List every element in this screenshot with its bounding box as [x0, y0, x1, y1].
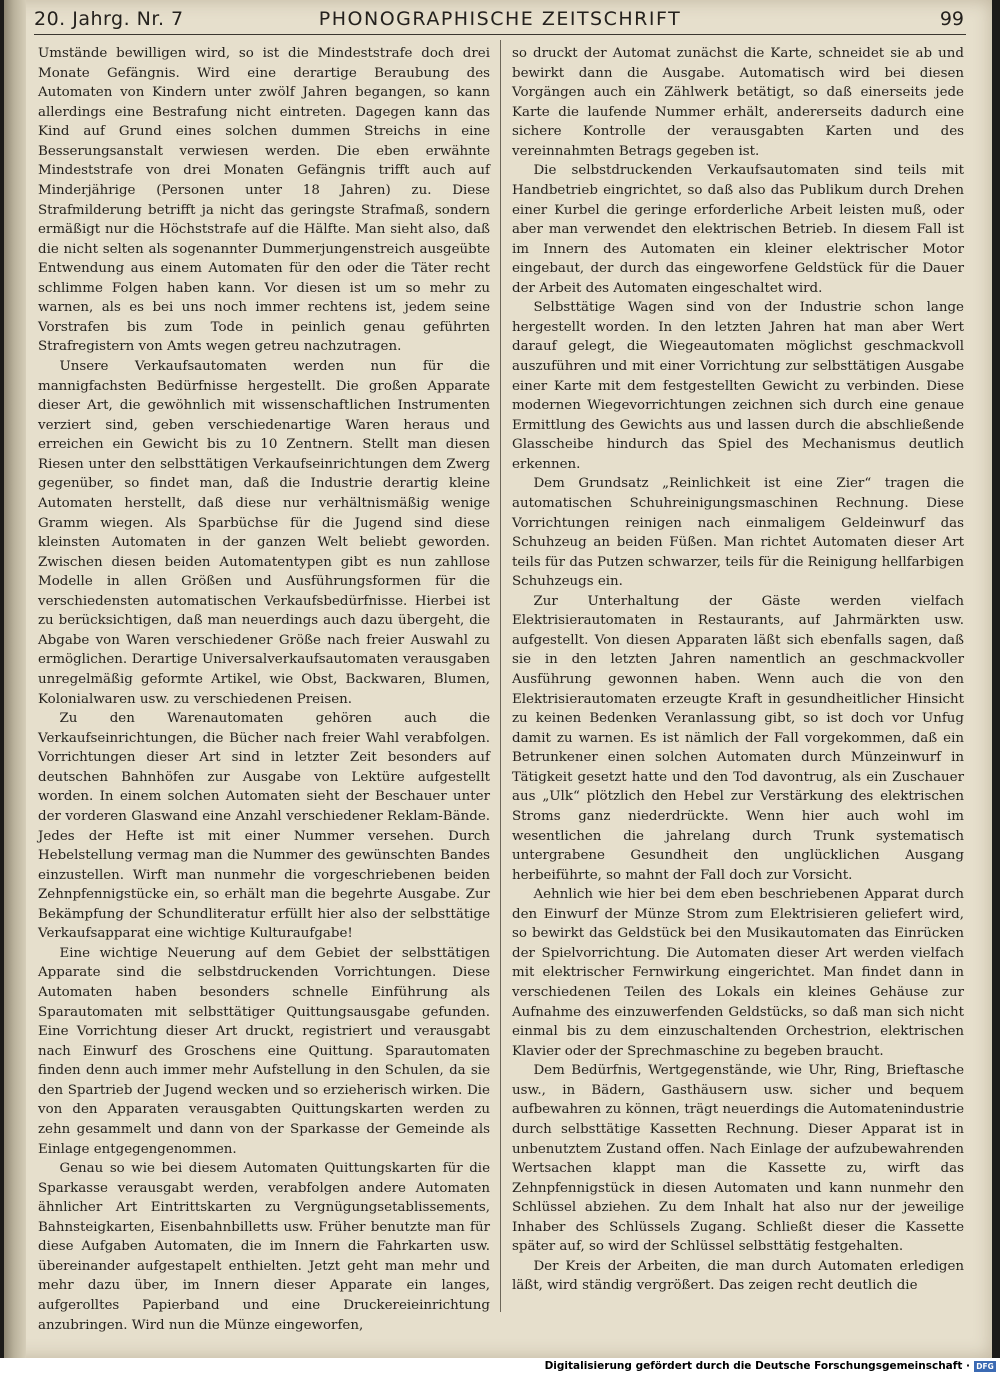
paragraph: Eine wichtige Neuerung auf dem Gebiet der selbsttätigen Apparate sind die selbstdruckenden Vorrichtungen. Diese Automaten haben besonders schnelle Einführung als Sparautomaten mit selbsttätiger Quittungsausgabe gefunden. Eine Vorrichtung dieser Art druckt, registriert und verausgabt nach Einwurf des Groschens eine Quittung. Sparautomaten finden denn auch immer mehr Aufstellung in den Schulen, da sie den Spartrieb der Jugend wecken und so erzieherisch wirken. Die von den Apparaten verausgabten Quittungskarten werden zu zehn gesammelt und dann von der Sparkasse der Gemeinde als Einlage entgegengenommen. — [38, 945, 490, 1157]
paragraph: Der Kreis der Arbeiten, die man durch Automaten erledigen läßt, wird ständig vergrößert. Das zeigen recht deutlich die — [512, 1258, 964, 1294]
journal-title: PHONOGRAPHISCHE ZEITSCHRIFT — [318, 8, 682, 30]
paragraph: Die selbstdruckenden Verkaufsautomaten sind teils mit Handbetrieb eingrichtet, so daß also das Publikum durch Drehen einer Kurbel die geringe erforderliche Arbeit leisten muß, oder aber man verwendet den elektrischen Betrieb. In diesem Fall ist im Innern des Automaten ein kleiner elektrischer Motor eingebaut, der durch das eingeworfene Geldstück für die Dauer der Arbeit des Automaten eingeschaltet wird. — [512, 163, 964, 296]
paragraph: Dem Grundsatz „Reinlichkeit ist eine Zier“ tragen die automatischen Schuhreinigungsmaschinen Rechnung. Diese Vorrichtungen reinigen nach einmaligem Geldeinwurf das Schuhzeug an beiden Füßen. Man richtet Automaten dieser Art teils für das Putzen schwarzer, teils für die Reinigung hellfarbigen Schuhzeugs ein. — [512, 476, 964, 590]
paragraph: Selbsttätige Wagen sind von der Industrie schon lange hergestellt worden. In den letzten Jahren hat man aber Wert darauf gelegt, die Wiegeautomaten möglichst geschmackvoll auszuführen und mit einer Vorrichtung zur selbsttätigen Ausgabe einer Karte mit dem festgestellten Gewicht zu verbinden. Diese modernen Wiegevorrichtungen zeichnen sich durch eine genaue Ermittlung des Gewichts aus und lassen durch die abschließende Glasscheibe hindurch das Spiel des Mechanismus deutlich erkennen. — [512, 300, 964, 472]
paragraph: Zu den Warenautomaten gehören auch die Verkaufseinrichtungen, die Bücher nach freier Wahl verabfolgen. Vorrichtungen dieser Art sind in letzter Zeit besonders auf deutschen Bahnhöfen zur Ausgabe von Lektüre aufgestellt worden. In einem solchen Automaten sieht der Beschauer unter der vorderen Glaswand eine Anzahl verschiedener Reklam-Bände. Jedes der Hefte ist mit einer Nummer versehen. Durch Hebelstellung vermag man die Nummer des gewünschten Bandes einzustellen. Wirft man nunmehr die vorgeschriebenen beiden Zehnpfennigstücke ein, so erhält man die begehrte Ausgabe. Zur Bekämpfung der Schundliteratur erfüllt hier also der selbsttätige Verkaufsapparat eine wichtige Kulturaufgabe! — [38, 711, 490, 942]
paragraph: Umstände bewilligen wird, so ist die Mindeststrafe doch drei Monate Gefängnis. Wird eine derartige Beraubung des Automaten von Kindern unter zwölf Jahren begangen, so kann allerdings eine Bestrafung nicht eintreten. Dagegen kann das Kind auf Grund eines solchen dummen Streichs in eine Besserungsanstalt verwiesen werden. Die eben erwähnte Mindeststrafe von drei Monaten Gefängnis trifft auch auf Minderjährige (Personen unter 18 Jahren) zu. Diese Strafmilderung betrifft ja nicht das geringste Strafmaß, sondern ermäßigt nur die Höchststrafe auf die Hälfte. Man sieht also, daß die nicht selten als sogenannter Dummerjungenstreich ausgeübte Entwendung aus einem Automaten für den oder die Täter recht schlimme Folgen haben kann. Vor diesen ist um so mehr zu warnen, als es bei uns noch immer rechtens ist, jedem seine Vorstrafen bis zum Tode in peinlich genau geführten Strafregistern von Amts wegen getreu nachzutragen. — [38, 46, 490, 355]
left-column — [38, 44, 490, 1335]
volume-number: 20. Jahrg. Nr. 7 — [34, 8, 184, 30]
page-number: 99 — [939, 8, 964, 30]
paragraph: so druckt der Automat zunächst die Karte, schneidet sie ab und bewirkt dann die Ausgabe. Automatisch wird bei diesen Vorgängen auch ein Zählwerk betätigt, so daß einerseits jede Karte die laufende Nummer erhält, andererseits dadurch eine sichere Kontrolle der verausgabten Karten und des vereinnahmten Betrags gegeben ist. — [512, 46, 964, 159]
paragraph: Aehnlich wie hier bei dem eben beschriebenen Apparat durch den Einwurf der Münze Strom zum Elektrisieren geliefert wird, so bewirkt das Geldstück bei den Musikautomaten das Einrücken der Spielvorrichtung. Die Automaten dieser Art werden vielfach mit elektrischer Fernwirkung eingerichtet. Man findet dann in verschiedenen Teilen des Lokals ein kleines Gehäuse zur Aufnahme des einzuwerfenden Geldstücks, so daß man sich nicht einmal bis zu dem einzuschaltenden Orchestrion, elektrischen Klavier oder der Sprechmaschine zu begeben braucht. — [512, 887, 964, 1059]
funding-note: Digitalisierung gefördert durch die Deutsche Forschungsgemeinschaft · — [544, 1360, 970, 1372]
paragraph: Genau so wie bei diesem Automaten Quittungskarten für die Sparkasse verausgabt werden, verabfolgen andere Automaten ähnlicher Art Eintrittskarten zu Vergnügungsetablissements, Bahnsteigkarten, Eisenbahnbilletts usw. Früher benutzte man für diese Aufgaben Automaten, die im Innern die Fahrkarten usw. übereinander aufgestapelt enthielten. Jetzt geht man mehr und mehr dazu über, im Innern dieser Apparate ein langes, aufgerolltes Papierband und eine Druckereieinrichtung anzubringen. Wird nun die Münze eingeworfen, — [38, 1161, 490, 1333]
paragraph: Unsere Verkaufsautomaten werden nun für die mannigfachsten Bedürfnisse hergestellt. Die großen Apparate dieser Art, die gewöhnlich mit wissenschaftlichen Instrumenten verziert sind, geben verschiedenartige Waren heraus und erreichen ein Gewicht bis zu 10 Zentnern. Stellt man diesen Riesen unter den selbsttätigen Verkaufseinrichtungen dem Zwerg gegenüber, so findet man, daß die Industrie derartig kleine Automaten herstellt, daß diese nur verhältnismäßig wenige Gramm wiegen. Als Sparbüchse für die Jugend sind diese kleinsten Automaten in der ganzen Welt beliebt geworden. Zwischen diesen beiden Automatentypen gibt es nun zahllose Modelle in allen Größen und Ausführungsformen für die verschiedensten automatischen Verkaufsbedürfnisse. Hierbei ist zu berücksichtigen, daß man neuerdings auch dazu übergeht, die Abgabe von Waren verschiedener Größe nach freier Auswahl zu ermöglichen. Derartige Universalverkaufsautomaten verausgaben unregelmäßig geformte Artikel, wie Obst, Backwaren, Blumen, Kolonialwaren usw. zu verschiedenen Preisen. — [38, 359, 490, 707]
running-header — [34, 4, 966, 35]
paragraph: Zur Unterhaltung der Gäste werden vielfach Elektrisierautomaten in Restaurants, auf Jahrmärkten usw. aufgestellt. Von diesen Apparaten läßt sich ebenfalls sagen, daß sie in den letzten Jahren namentlich an geschmackvoller Ausführung gewonnen haben. Wenn auch die von den Elektrisierautomaten erzeugte Kraft in gesundheitlicher Hinsicht zu keinen Bedenken Veranlassung gibt, so ist doch vor Unfug damit zu warnen. Es ist nämlich der Fall vorgekommen, daß ein Betrunkener einen solchen Automaten durch Münzeinwurf in Tätigkeit gesetzt hatte und den Tod davontrug, als ein Zuschauer aus „Ulk“ plötzlich den Hebel zur Verstärkung des elektrischen Stroms ganz niederdrückte. Wenn hier auch wohl im wesentlichen die jahrelang durch Trunk systematisch untergrabene Gesundheit den unglücklichen Ausgang herbeiführte, so mahnt der Fall doch zur Vorsicht. — [512, 593, 964, 883]
paragraph: Dem Bedürfnis, Wertgegenstände, wie Uhr, Ring, Brieftasche usw., in Bädern, Gasthäusern usw. sicher und bequem aufbewahren zu können, trägt neuerdings die Automatenindustrie durch selbsttätige Kassetten Rechnung. Dieser Apparat ist in unbenutztem Zustand offen. Nach Einlage der aufzubewahrenden Wertsachen klappt man die Kassette zu, wirft das Zehnpfennigstück in diesen Automaten und kann nunmehr den Schlüssel abziehen. Zu dem Inhalt hat also nur der jeweilige Inhaber des Schlüssels Zugang. Schließt dieser die Kassette später auf, so wird der Schlüssel selbsttätig festgehalten. — [512, 1063, 964, 1255]
right-column — [512, 44, 964, 1296]
page-binding-shadow — [4, 0, 26, 1358]
digitization-footer — [0, 1358, 1000, 1376]
column-divider — [500, 40, 501, 1312]
dfg-logo: DFG — [974, 1361, 996, 1372]
newspaper-page — [4, 0, 992, 1358]
